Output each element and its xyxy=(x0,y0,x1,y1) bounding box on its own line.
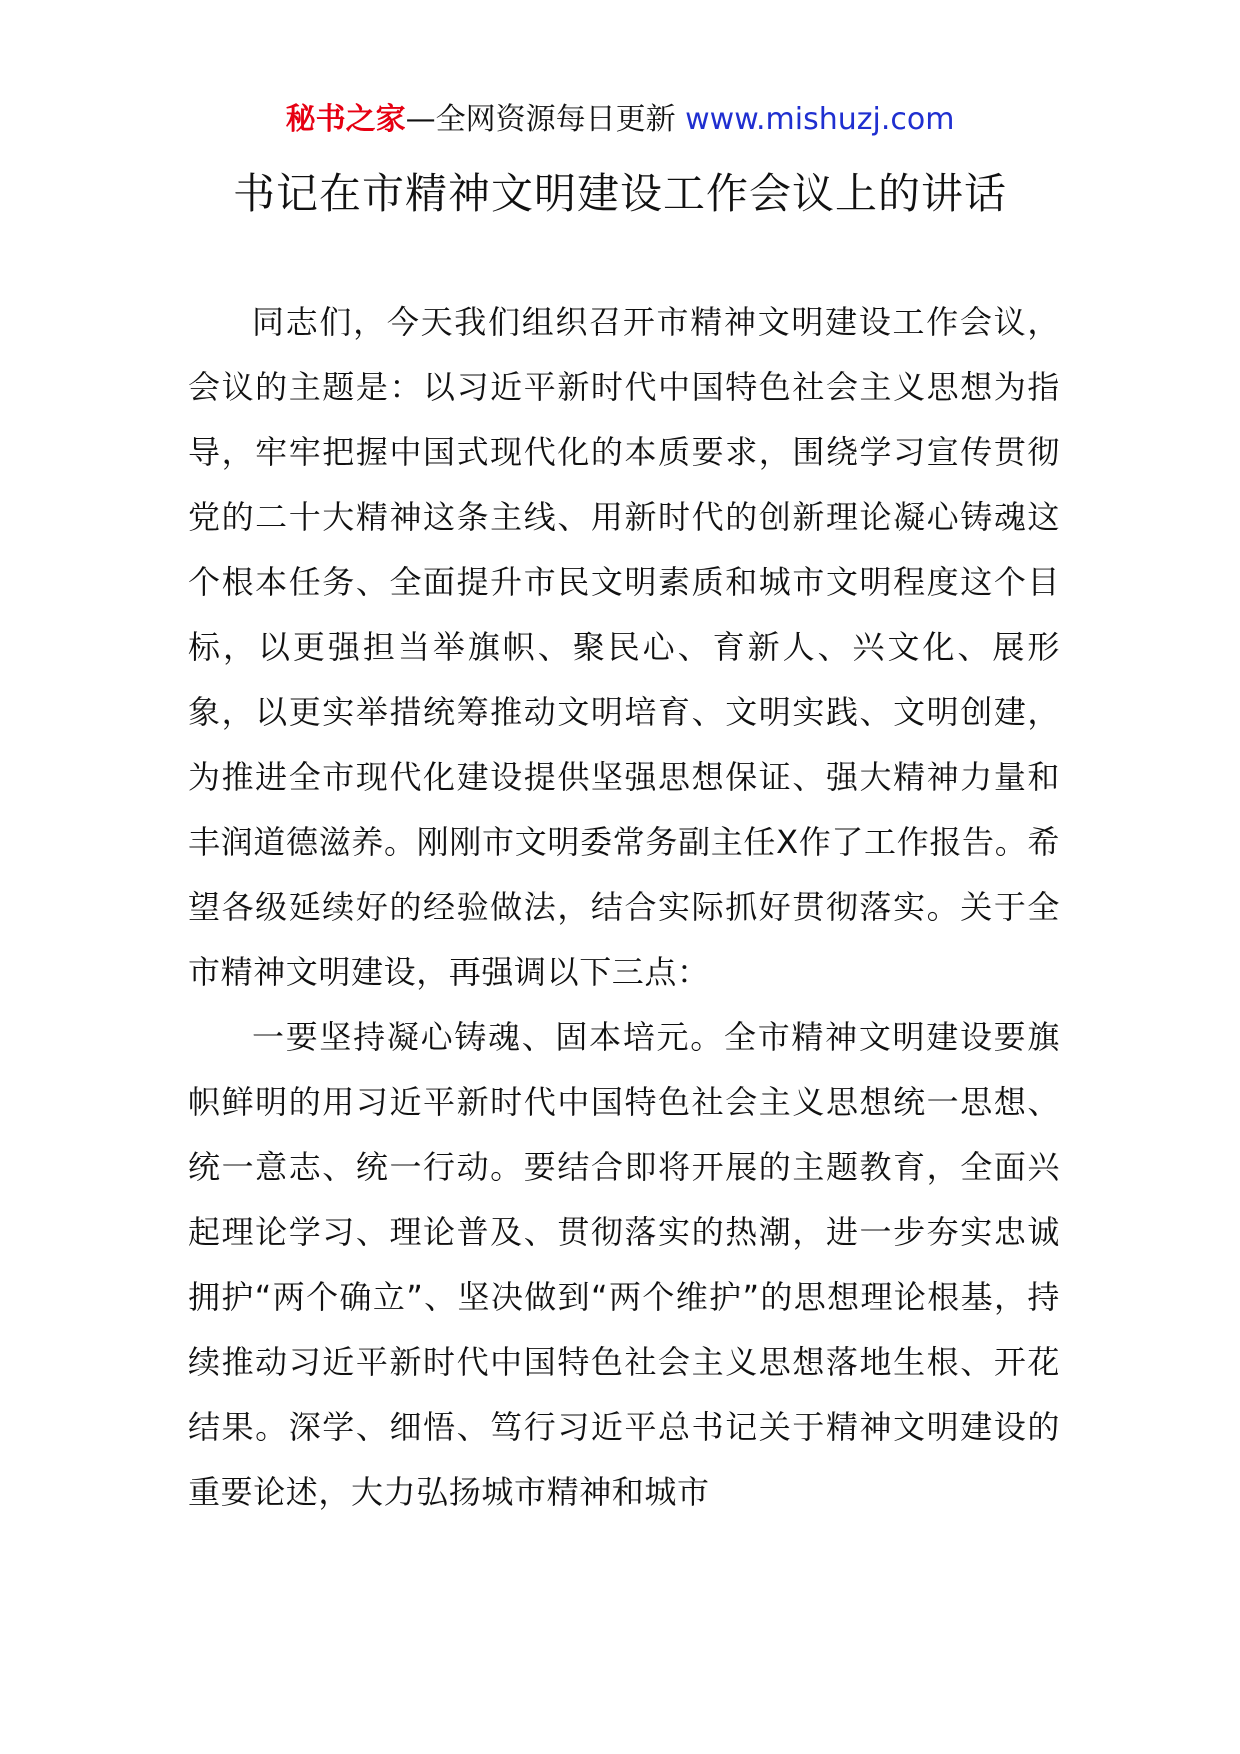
paragraph-point-one: 一要坚持凝心铸魂、固本培元。全市精神文明建设要旗帜鲜明的用习近平新时代中国特色社会主义思想统一思想、统一意志、统一行动。要结合即将开展的主题教育，全面兴起理论学习、理论普及、贯彻落实的热潮，进一步夯实忠诚拥护“两个确立”、坚决做到“两个维护”的思想理论根基，持续推动习近平新时代中国特色社会主义思想落地生根、开花结果。深学、细悟、笃行习近平总书记关于精神文明建设的重要论述，大力弘扬城市精神和城市 xyxy=(188,1018,1060,1511)
site-url-link[interactable]: www.mishuzj.com xyxy=(685,102,955,137)
document-body xyxy=(188,290,1060,1525)
site-brand: 秘书之家 xyxy=(285,102,406,137)
paragraph-intro: 同志们，今天我们组织召开市精神文明建设工作会议，会议的主题是：以习近平新时代中国特色社会主义思想为指导，牢牢把握中国式现代化的本质要求，围绕学习宣传贯彻党的二十大精神这条主线、用新时代的创新理论凝心铸魂这个根本任务、全面提升市民文明素质和城市文明程度这个目标，以更强担当举旗帜、聚民心、育新人、兴文化、展形象，以更实举措统筹推动文明培育、文明实践、文明创建，为推进全市现代化建设提供坚强思想保证、强大精神力量和丰润道德滋养。刚刚市文明委常务副主任X作了工作报告。希望各级延续好的经验做法，结合实际抓好贯彻落实。关于全市精神文明建设，再强调以下三点： xyxy=(188,303,1060,991)
document-title: 书记在市精神文明建设工作会议上的讲话 xyxy=(232,169,1007,218)
site-header xyxy=(0,100,1240,140)
site-slogan: —全网资源每日更新 xyxy=(405,102,676,137)
